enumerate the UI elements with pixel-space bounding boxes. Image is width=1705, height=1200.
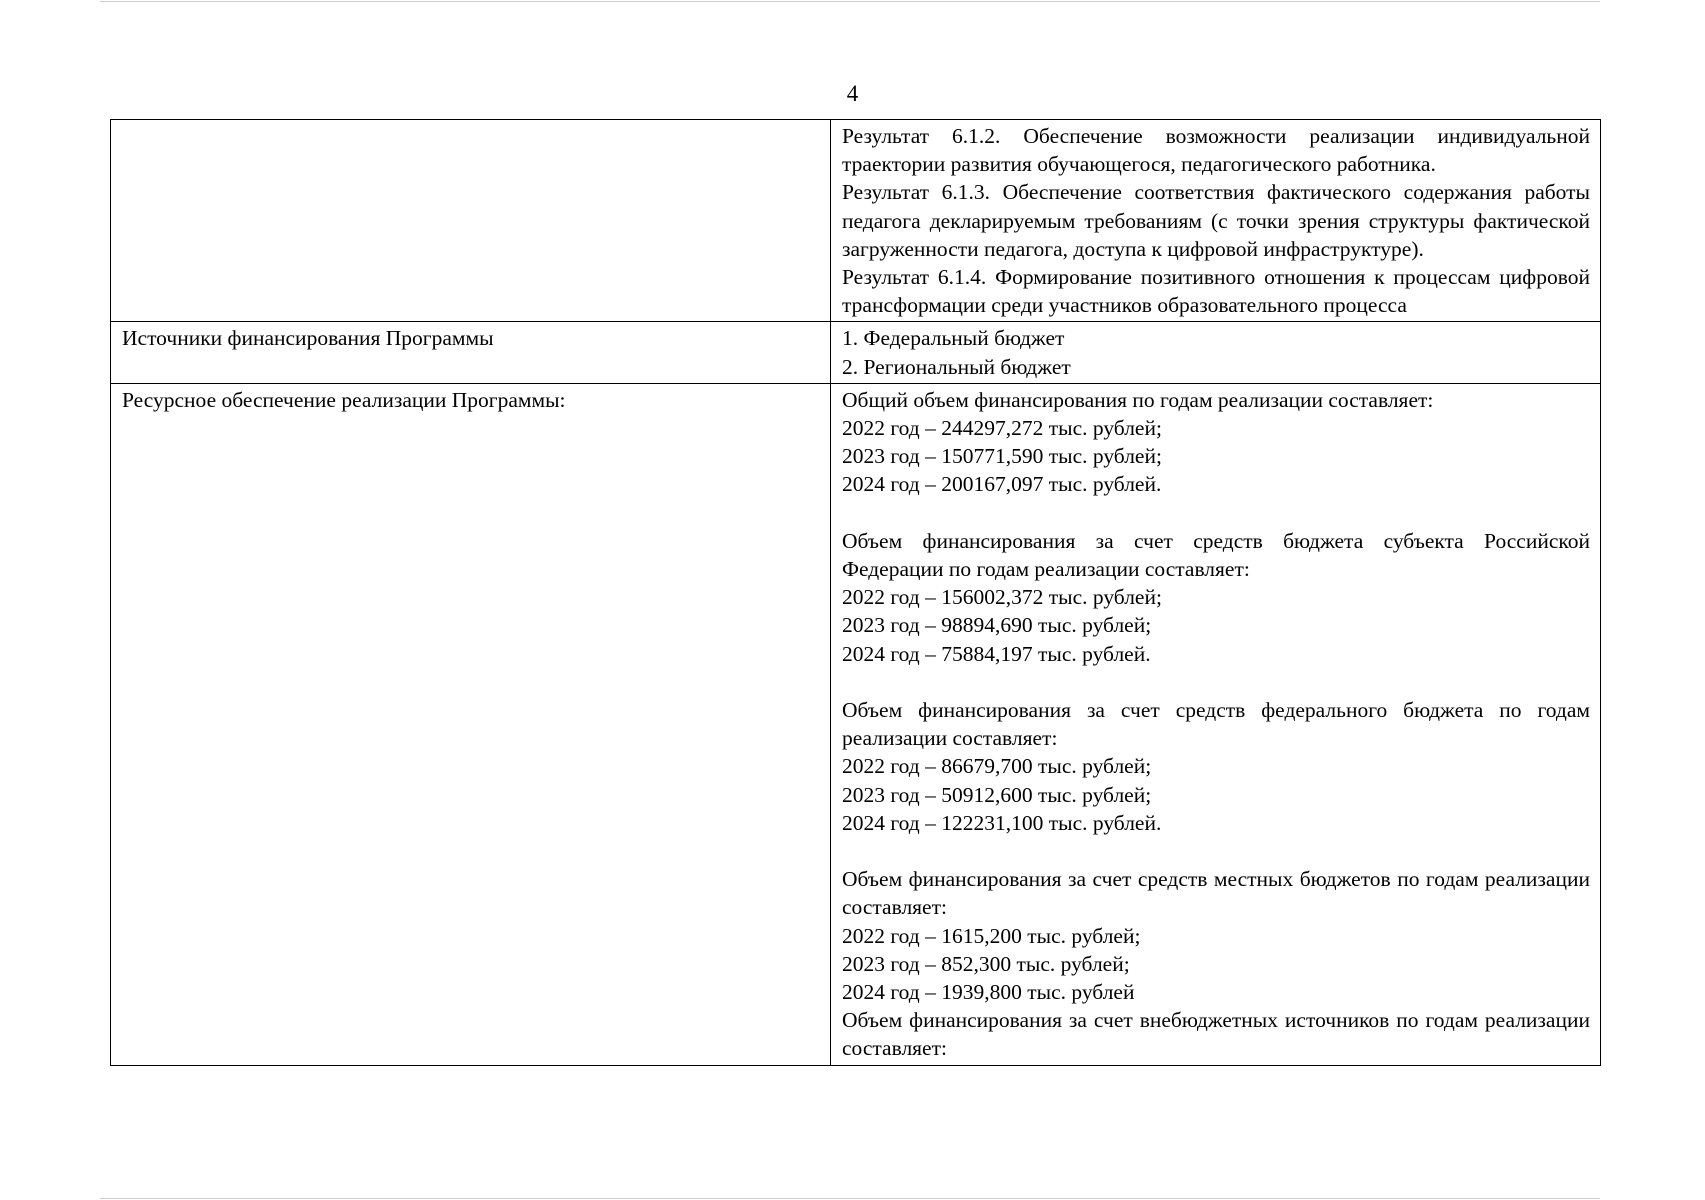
funding-year-2023: 2023 год – 98894,690 тыс. рублей; [842, 613, 1152, 638]
funding-year-2022: 2022 год – 244297,272 тыс. рублей; [842, 416, 1162, 441]
funding-year-2023: 2023 год – 150771,590 тыс. рублей; [842, 444, 1162, 469]
table-row-results [111, 120, 1601, 322]
result-6-1-3: Результат 6.1.3. Обеспечение соответствия фактического содержания работы педагога декларируемым требованиям (с точки зрения структуры фактической загруженности педагога, доступа к цифровой инфраструктуре). [842, 180, 1590, 261]
funding-year-2022: 2022 год – 86679,700 тыс. рублей; [842, 754, 1152, 779]
table-row-resource-support [111, 383, 1601, 1065]
funding-block-intro: Общий объем финансирования по годам реализации составляет: [842, 387, 1434, 412]
table-row-funding-sources [111, 322, 1601, 383]
funding-year-2024: 2024 год – 1939,800 тыс. рублей [842, 980, 1135, 1005]
funding-year-2024: 2024 год – 75884,197 тыс. рублей. [842, 641, 1151, 666]
funding-block-extrabudgetary [842, 1006, 1590, 1062]
funding-source-regional: 2. Региональный бюджет [842, 354, 1071, 379]
funding-block-federal [842, 696, 1590, 837]
cell-funding-sources-content [831, 322, 1601, 383]
block-spacer [842, 837, 1590, 865]
scan-bottom-edge [100, 1198, 1600, 1199]
program-passport-table [110, 119, 1601, 1066]
funding-block-local [842, 865, 1590, 1006]
funding-source-federal: 1. Федеральный бюджет [842, 326, 1065, 351]
cell-results-content [831, 120, 1601, 322]
funding-year-2022: 2022 год – 156002,372 тыс. рублей; [842, 585, 1162, 610]
funding-year-2024: 2024 год – 200167,097 тыс. рублей. [842, 472, 1162, 497]
funding-year-2024: 2024 год – 122231,100 тыс. рублей. [842, 810, 1162, 835]
funding-block-total [842, 386, 1590, 499]
funding-block-intro: Объем финансирования за счет внебюджетных источников по годам реализации составляет: [842, 1008, 1590, 1061]
block-spacer [842, 499, 1590, 527]
funding-block-regional [842, 527, 1590, 668]
funding-block-intro: Объем финансирования за счет средств федерального бюджета по годам реализации составляет: [842, 698, 1590, 751]
result-6-1-4: Результат 6.1.4. Формирование позитивного отношения к процессам цифровой трансформации среди участников образовательного процесса [842, 265, 1590, 318]
cell-funding-sources-label: Источники финансирования Программы [111, 322, 831, 383]
cell-resource-support-content [831, 383, 1601, 1065]
funding-year-2023: 2023 год – 50912,600 тыс. рублей; [842, 782, 1152, 807]
page-number: 4 [846, 81, 859, 106]
funding-year-2023: 2023 год – 852,300 тыс. рублей; [842, 951, 1130, 976]
scan-top-edge [100, 1, 1600, 2]
cell-results-label [111, 120, 831, 322]
funding-block-intro: Объем финансирования за счет средств местных бюджетов по годам реализации составляет: [842, 867, 1590, 920]
block-spacer [842, 668, 1590, 696]
funding-year-2022: 2022 год – 1615,200 тыс. рублей; [842, 923, 1141, 948]
cell-resource-support-label: Ресурсное обеспечение реализации Программы: [111, 383, 831, 1065]
result-6-1-2: Результат 6.1.2. Обеспечение возможности реализации индивидуальной траектории развития обучающегося, педагогического работника. [842, 124, 1590, 177]
funding-block-intro: Объем финансирования за счет средств бюджета субъекта Российской Федерации по годам реализации составляет: [842, 528, 1590, 582]
